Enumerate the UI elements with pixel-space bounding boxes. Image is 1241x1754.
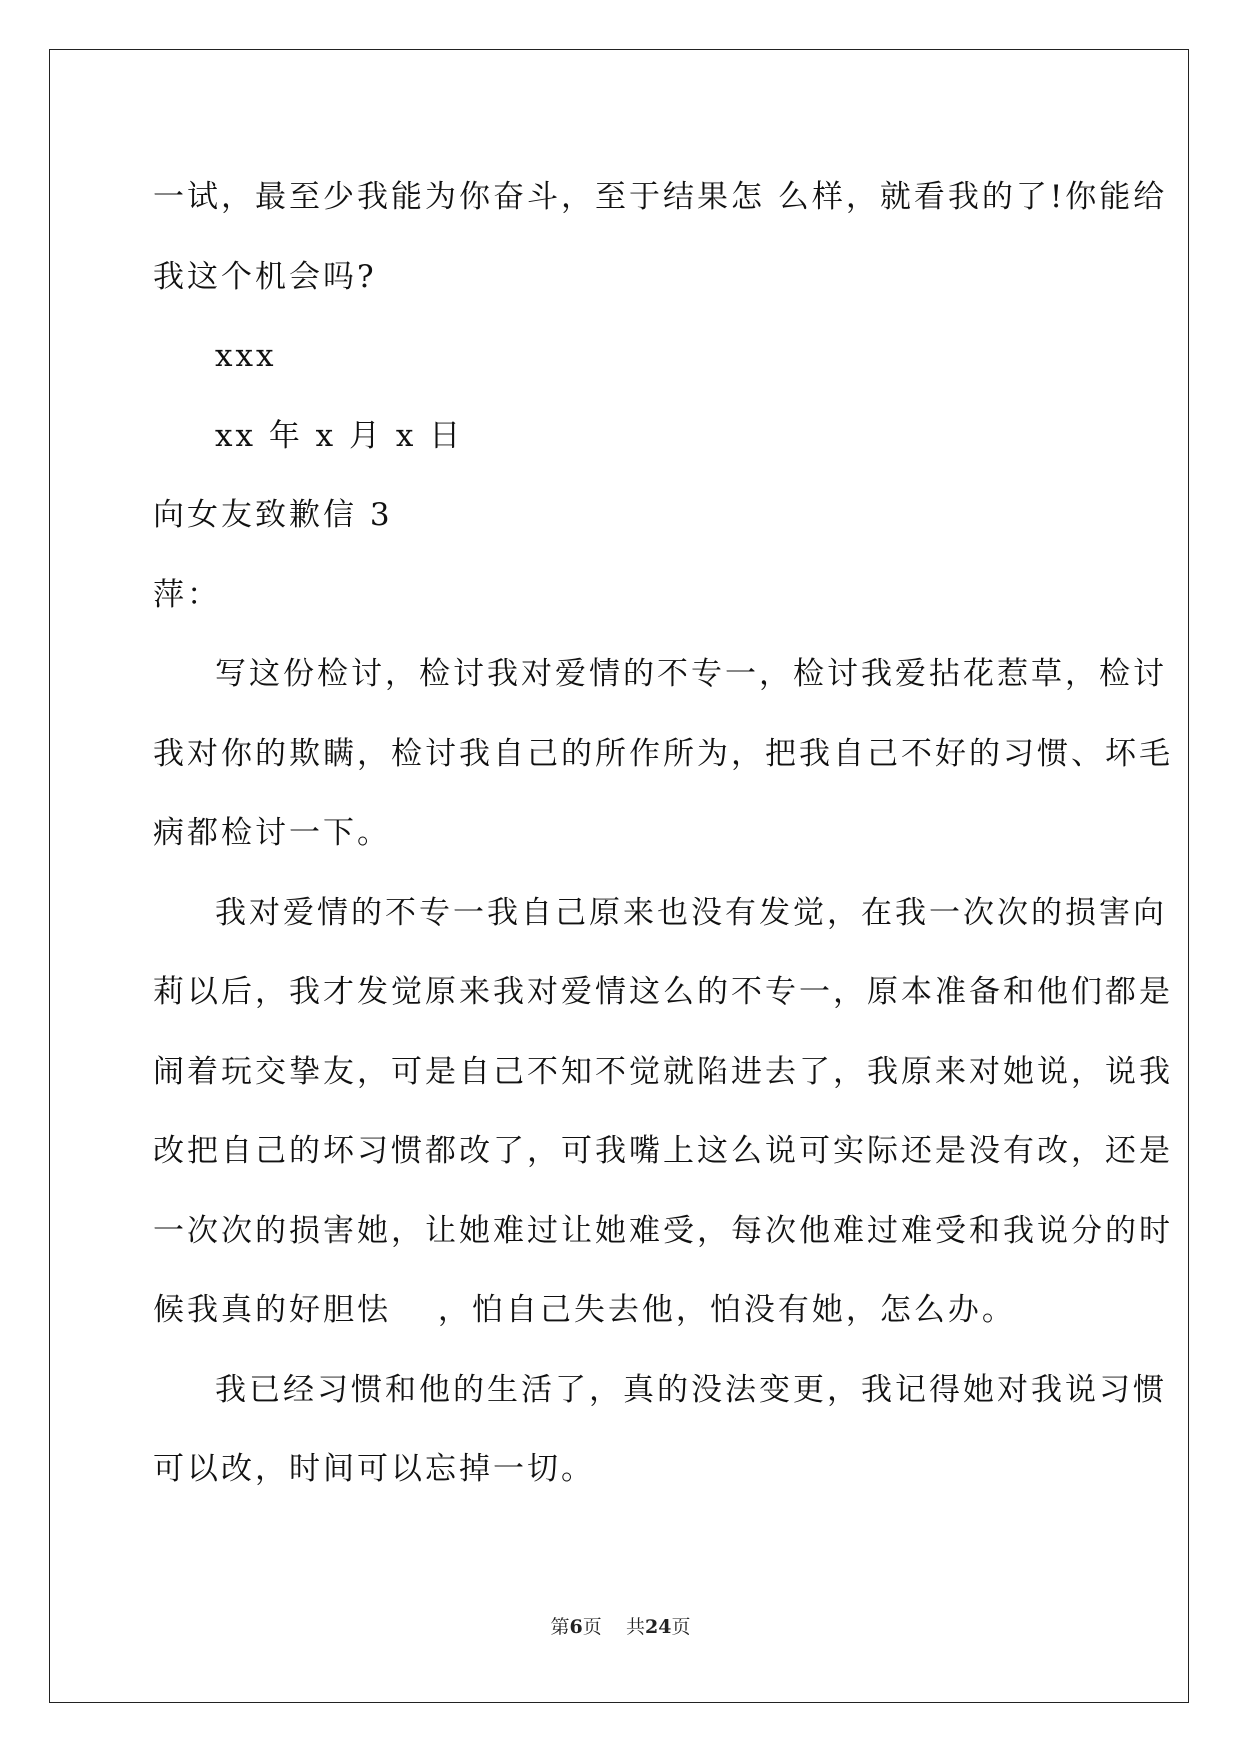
text-line: 候我真的好胆怯 ，怕自己失去他，怕没有她，怎么办。 [153, 1292, 1016, 1328]
page-number: 6 [569, 1616, 583, 1638]
signature-date: xx 年 x 月 x 日 [215, 417, 464, 454]
page-footer [0, 1612, 1241, 1639]
text-line: 闹着玩交挚友，可是自己不知不觉就陷进去了，我原来对她说，说我 [153, 1053, 1173, 1090]
text-line: 可以改，时间可以忘掉一切。 [153, 1451, 595, 1487]
text-line: 我对爱情的不专一我自己原来也没有发觉，在我一次次的损害向 [215, 894, 1167, 931]
text-line: 我已经习惯和他的生活了，真的没法变更，我记得她对我说习惯 [215, 1371, 1167, 1408]
footer-page-suffix: 页 [582, 1616, 602, 1638]
text-line: 莉以后，我才发觉原来我对爱情这么的不专一，原本准备和他们都是 [153, 974, 1173, 1010]
footer-total-prefix: 共 [625, 1616, 645, 1638]
text-line: 我对你的欺瞒，检讨我自己的所作所为，把我自己不好的习惯、坏毛 [153, 735, 1173, 772]
text-line: 病都检讨一下。 [153, 815, 391, 851]
text-line: 改把自己的坏习惯都改了，可我嘴上这么说可实际还是没有改，还是 [153, 1133, 1173, 1169]
text-line: 一次次的损害她，让她难过让她难受，每次他难过难受和我说分的时 [153, 1212, 1173, 1249]
document-body [153, 158, 1173, 1510]
text-line: 我这个机会吗? [153, 258, 377, 295]
signature-name: xxx [215, 338, 277, 374]
total-pages: 24 [644, 1616, 672, 1638]
text-line: 写这份检讨，检讨我对爱情的不专一，检讨我爱拈花惹草，检讨 [215, 656, 1167, 692]
text-line: 一试，最至少我能为你奋斗，至于结果怎 么样，就看我的了!你能给 [153, 179, 1168, 215]
section-title: 向女友致歉信 3 [153, 497, 393, 533]
salutation: 萍： [153, 576, 221, 613]
footer-prefix: 第 [550, 1616, 570, 1638]
footer-total-suffix: 页 [671, 1616, 691, 1638]
